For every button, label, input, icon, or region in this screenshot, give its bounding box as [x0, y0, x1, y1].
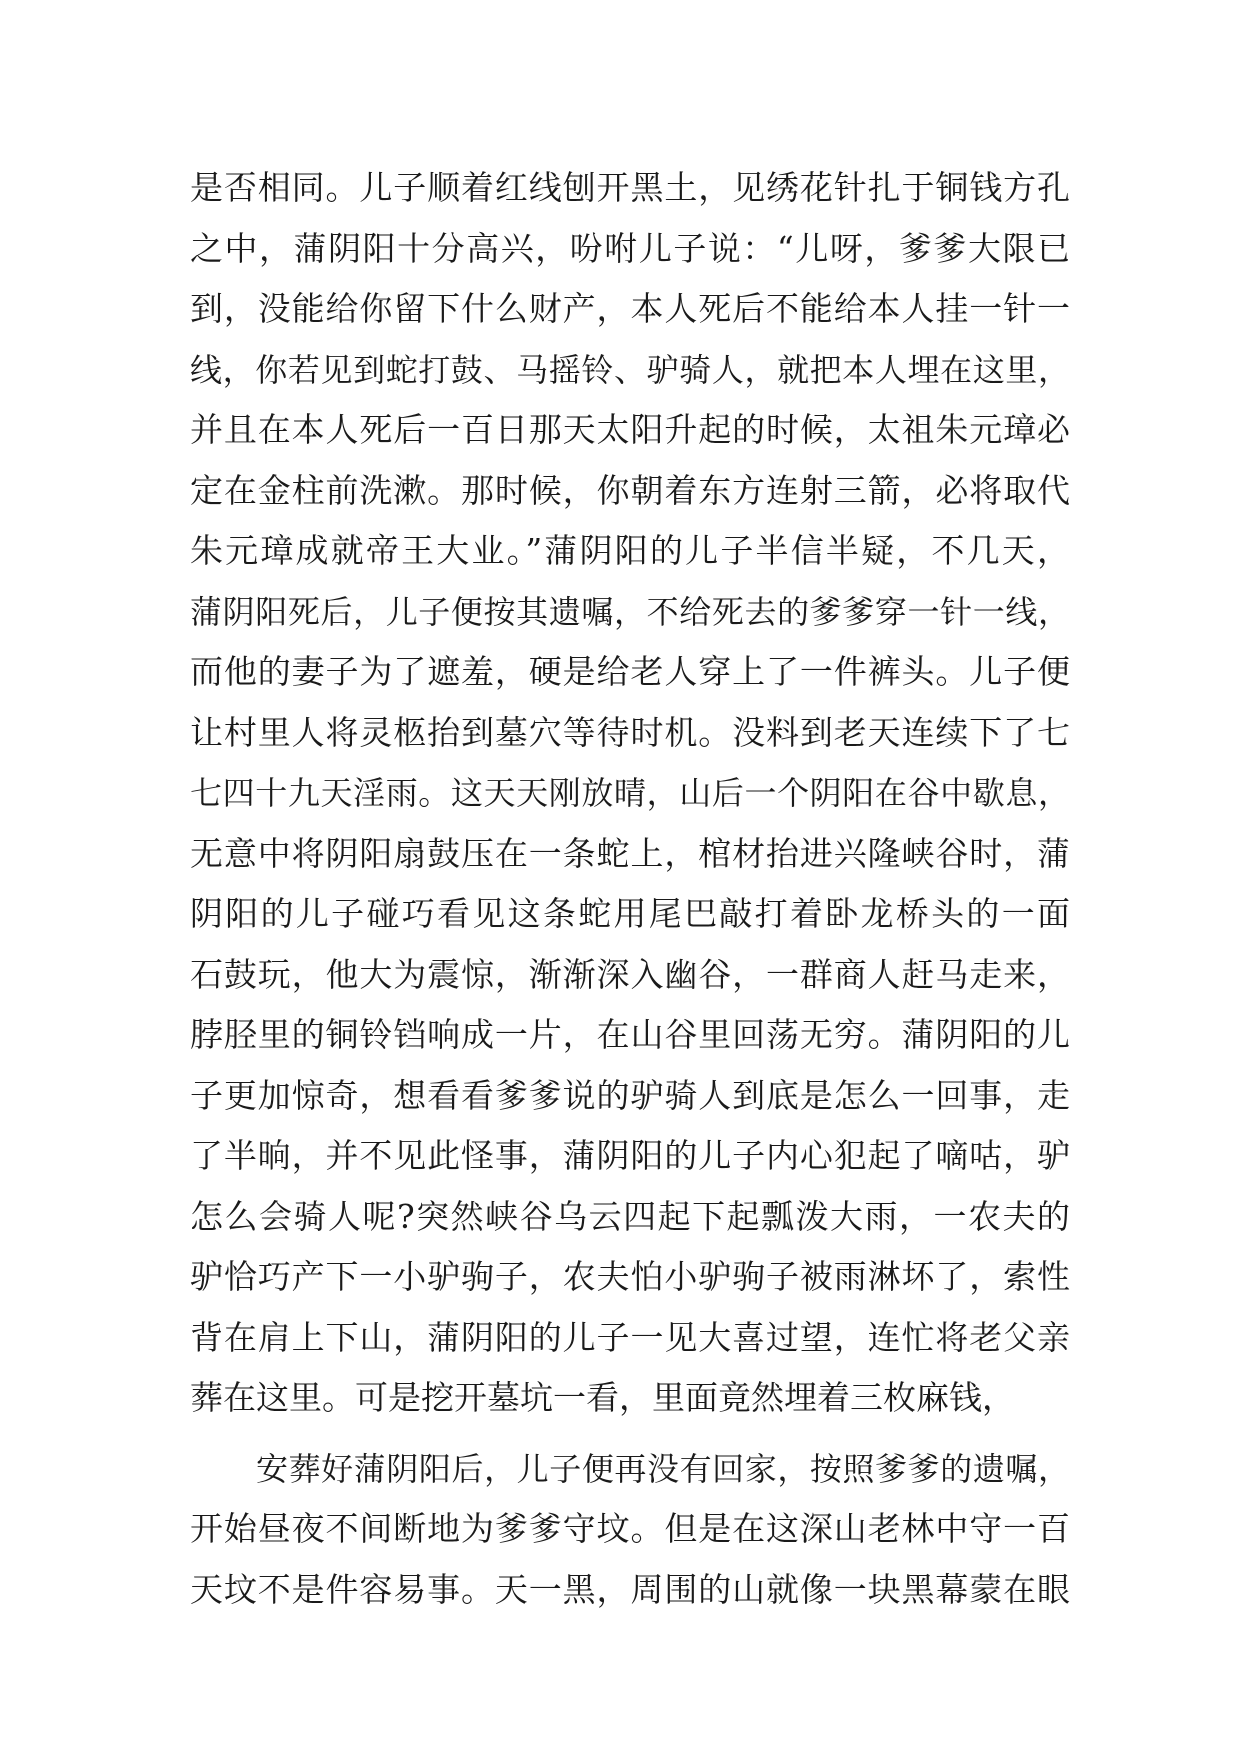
text-line: 子更加惊奇，想看看爹爹说的驴骑人到底是怎么一回事，走	[190, 1075, 1070, 1115]
paragraph-2	[190, 1439, 1070, 1621]
text-line: 之中，蒲阴阳十分高兴，吩咐儿子说：“儿呀，爹爹大限已	[190, 228, 1070, 268]
text-line: 阴阳的儿子碰巧看见这条蛇用尾巴敲打着卧龙桥头的一面	[190, 894, 1070, 933]
text-line: 并且在本人死后一百日那天太阳升起的时候，太祖朱元璋必	[190, 410, 1070, 449]
text-line: 开始昼夜不间断地为爹爹守坟。但是在这深山老林中守一百	[190, 1509, 1070, 1548]
paragraph-1	[190, 158, 1070, 1429]
text-line: 到，没能给你留下什么财产，本人死后不能给本人挂一针一	[190, 289, 1070, 328]
text-line: 朱元璋成就帝王大业。”蒲阴阳的儿子半信半疑，不几天，	[190, 531, 1070, 570]
text-line: 让村里人将灵柩抬到墓穴等待时机。没料到老天连续下了七	[190, 712, 1070, 752]
text-line: 线，你若见到蛇打鼓、马摇铃、驴骑人，就把本人埋在这里，	[190, 350, 1070, 389]
text-line: 是否相同。儿子顺着红线刨开黑土，见绣花针扎于铜钱方孔	[190, 168, 1070, 207]
text-line: 怎么会骑人呢?突然峡谷乌云四起下起瓢泼大雨，一农夫的	[190, 1196, 1070, 1236]
text-line: 驴恰巧产下一小驴驹子，农夫怕小驴驹子被雨淋坏了，索性	[190, 1257, 1070, 1296]
text-line: 脖胫里的铜铃铛响成一片，在山谷里回荡无穷。蒲阴阳的儿	[190, 1015, 1070, 1054]
text-line: 蒲阴阳死后，儿子便按其遗嘱，不给死去的爹爹穿一针一线，	[190, 592, 1070, 631]
text-line: 定在金柱前洗漱。那时候，你朝着东方连射三箭，必将取代	[190, 470, 1070, 510]
text-line: 安葬好蒲阴阳后，儿子便再没有回家，按照爹爹的遗嘱，	[256, 1449, 1070, 1488]
text-line: 背在肩上下山，蒲阴阳的儿子一见大喜过望，连忙将老父亲	[190, 1317, 1070, 1357]
text-line: 无意中将阴阳扇鼓压在一条蛇上，棺材抬进兴隆峡谷时，蒲	[190, 833, 1070, 873]
text-line: 而他的妻子为了遮羞，硬是给老人穿上了一件裤头。儿子便	[190, 652, 1070, 691]
text-line: 天坟不是件容易事。天一黑，周围的山就像一块黑幕蒙在眼	[190, 1569, 1070, 1609]
text-line: 石鼓玩，他大为震惊，渐渐深入幽谷，一群商人赶马走来，	[190, 954, 1070, 994]
text-line: 七四十九天淫雨。这天天刚放晴，山后一个阴阳在谷中歇息，	[190, 774, 1070, 812]
text-line: 了半晌，并不见此怪事，蒲阴阳的儿子内心犯起了嘀咕，驴	[190, 1136, 1070, 1175]
text-line: 葬在这里。可是挖开墓坑一看，里面竟然埋着三枚麻钱，	[190, 1378, 1015, 1417]
body-text	[190, 158, 1070, 1620]
